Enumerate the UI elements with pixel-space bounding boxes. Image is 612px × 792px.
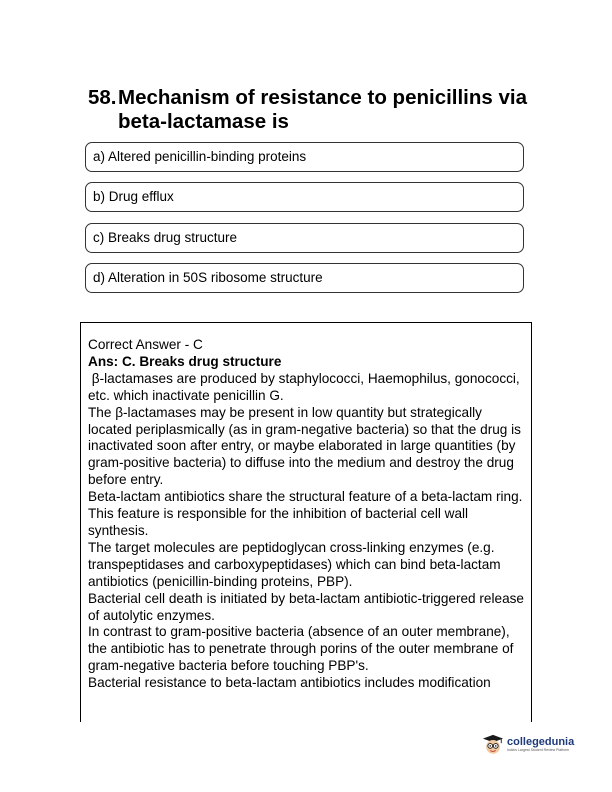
question-text: Mechanism of resistance to penicillins via beta-lactamase is <box>118 86 527 133</box>
option-b[interactable]: b) Drug efflux <box>85 182 524 212</box>
question-title <box>88 86 538 134</box>
explanation-paragraph: Beta-lactam antibiotics share the structural feature of a beta-lactam ring. <box>88 489 523 505</box>
explanation-paragraph: The target molecules are peptidoglycan cross-linking enzymes (e.g. transpeptidases and carboxypeptidases) which can bind beta-lactam antibiotics (penicillin-binding proteins, PBP). <box>88 539 501 589</box>
logo-name: collegedunia <box>507 736 575 749</box>
answer-explanation-box <box>80 322 532 722</box>
explanation-paragraph: This feature is responsible for the inhibition of bacterial cell wall synthesis. <box>88 506 469 538</box>
correct-answer-line: Correct Answer - C <box>88 337 203 352</box>
explanation-paragraph: Bacterial resistance to beta-lactam antibiotics includes modification <box>88 675 491 691</box>
option-a[interactable]: a) Altered penicillin-binding proteins <box>85 142 524 172</box>
explanation-paragraph: β-lactamases are produced by staphylococci, Haemophilus, gonococci, etc. which inactivate penicillin G. <box>88 370 524 403</box>
question-number: 58. <box>88 86 117 109</box>
option-c[interactable]: c) Breaks drug structure <box>85 223 524 253</box>
mascot-icon <box>482 734 504 756</box>
option-d[interactable]: d) Alteration in 50S ribosome structure <box>85 263 524 293</box>
answer-heading: Ans: C. Breaks drug structure <box>88 353 282 369</box>
logo-tagline: India's Largest Student Review Platform <box>507 748 570 753</box>
collegedunia-logo <box>482 732 574 758</box>
explanation-paragraph: In contrast to gram-positive bacteria (absence of an outer membrane), the antibiotic has to penetrate through porins of the outer membrane of gram-negative bacteria before touching PBP's. <box>88 624 514 674</box>
explanation-paragraph: Bacterial cell death is initiated by beta-lactam antibiotic-triggered release of autolytic enzymes. <box>88 590 524 623</box>
explanation-paragraph: The β-lactamases may be present in low quantity but strategically located periplasmically (as in gram-negative bacteria) so that the drug is inactivated soon after entry, or maybe elaborated in large quantities (by gram-positive bacteria) to diffuse into the medium and destroy the drug before entry. <box>88 404 521 488</box>
